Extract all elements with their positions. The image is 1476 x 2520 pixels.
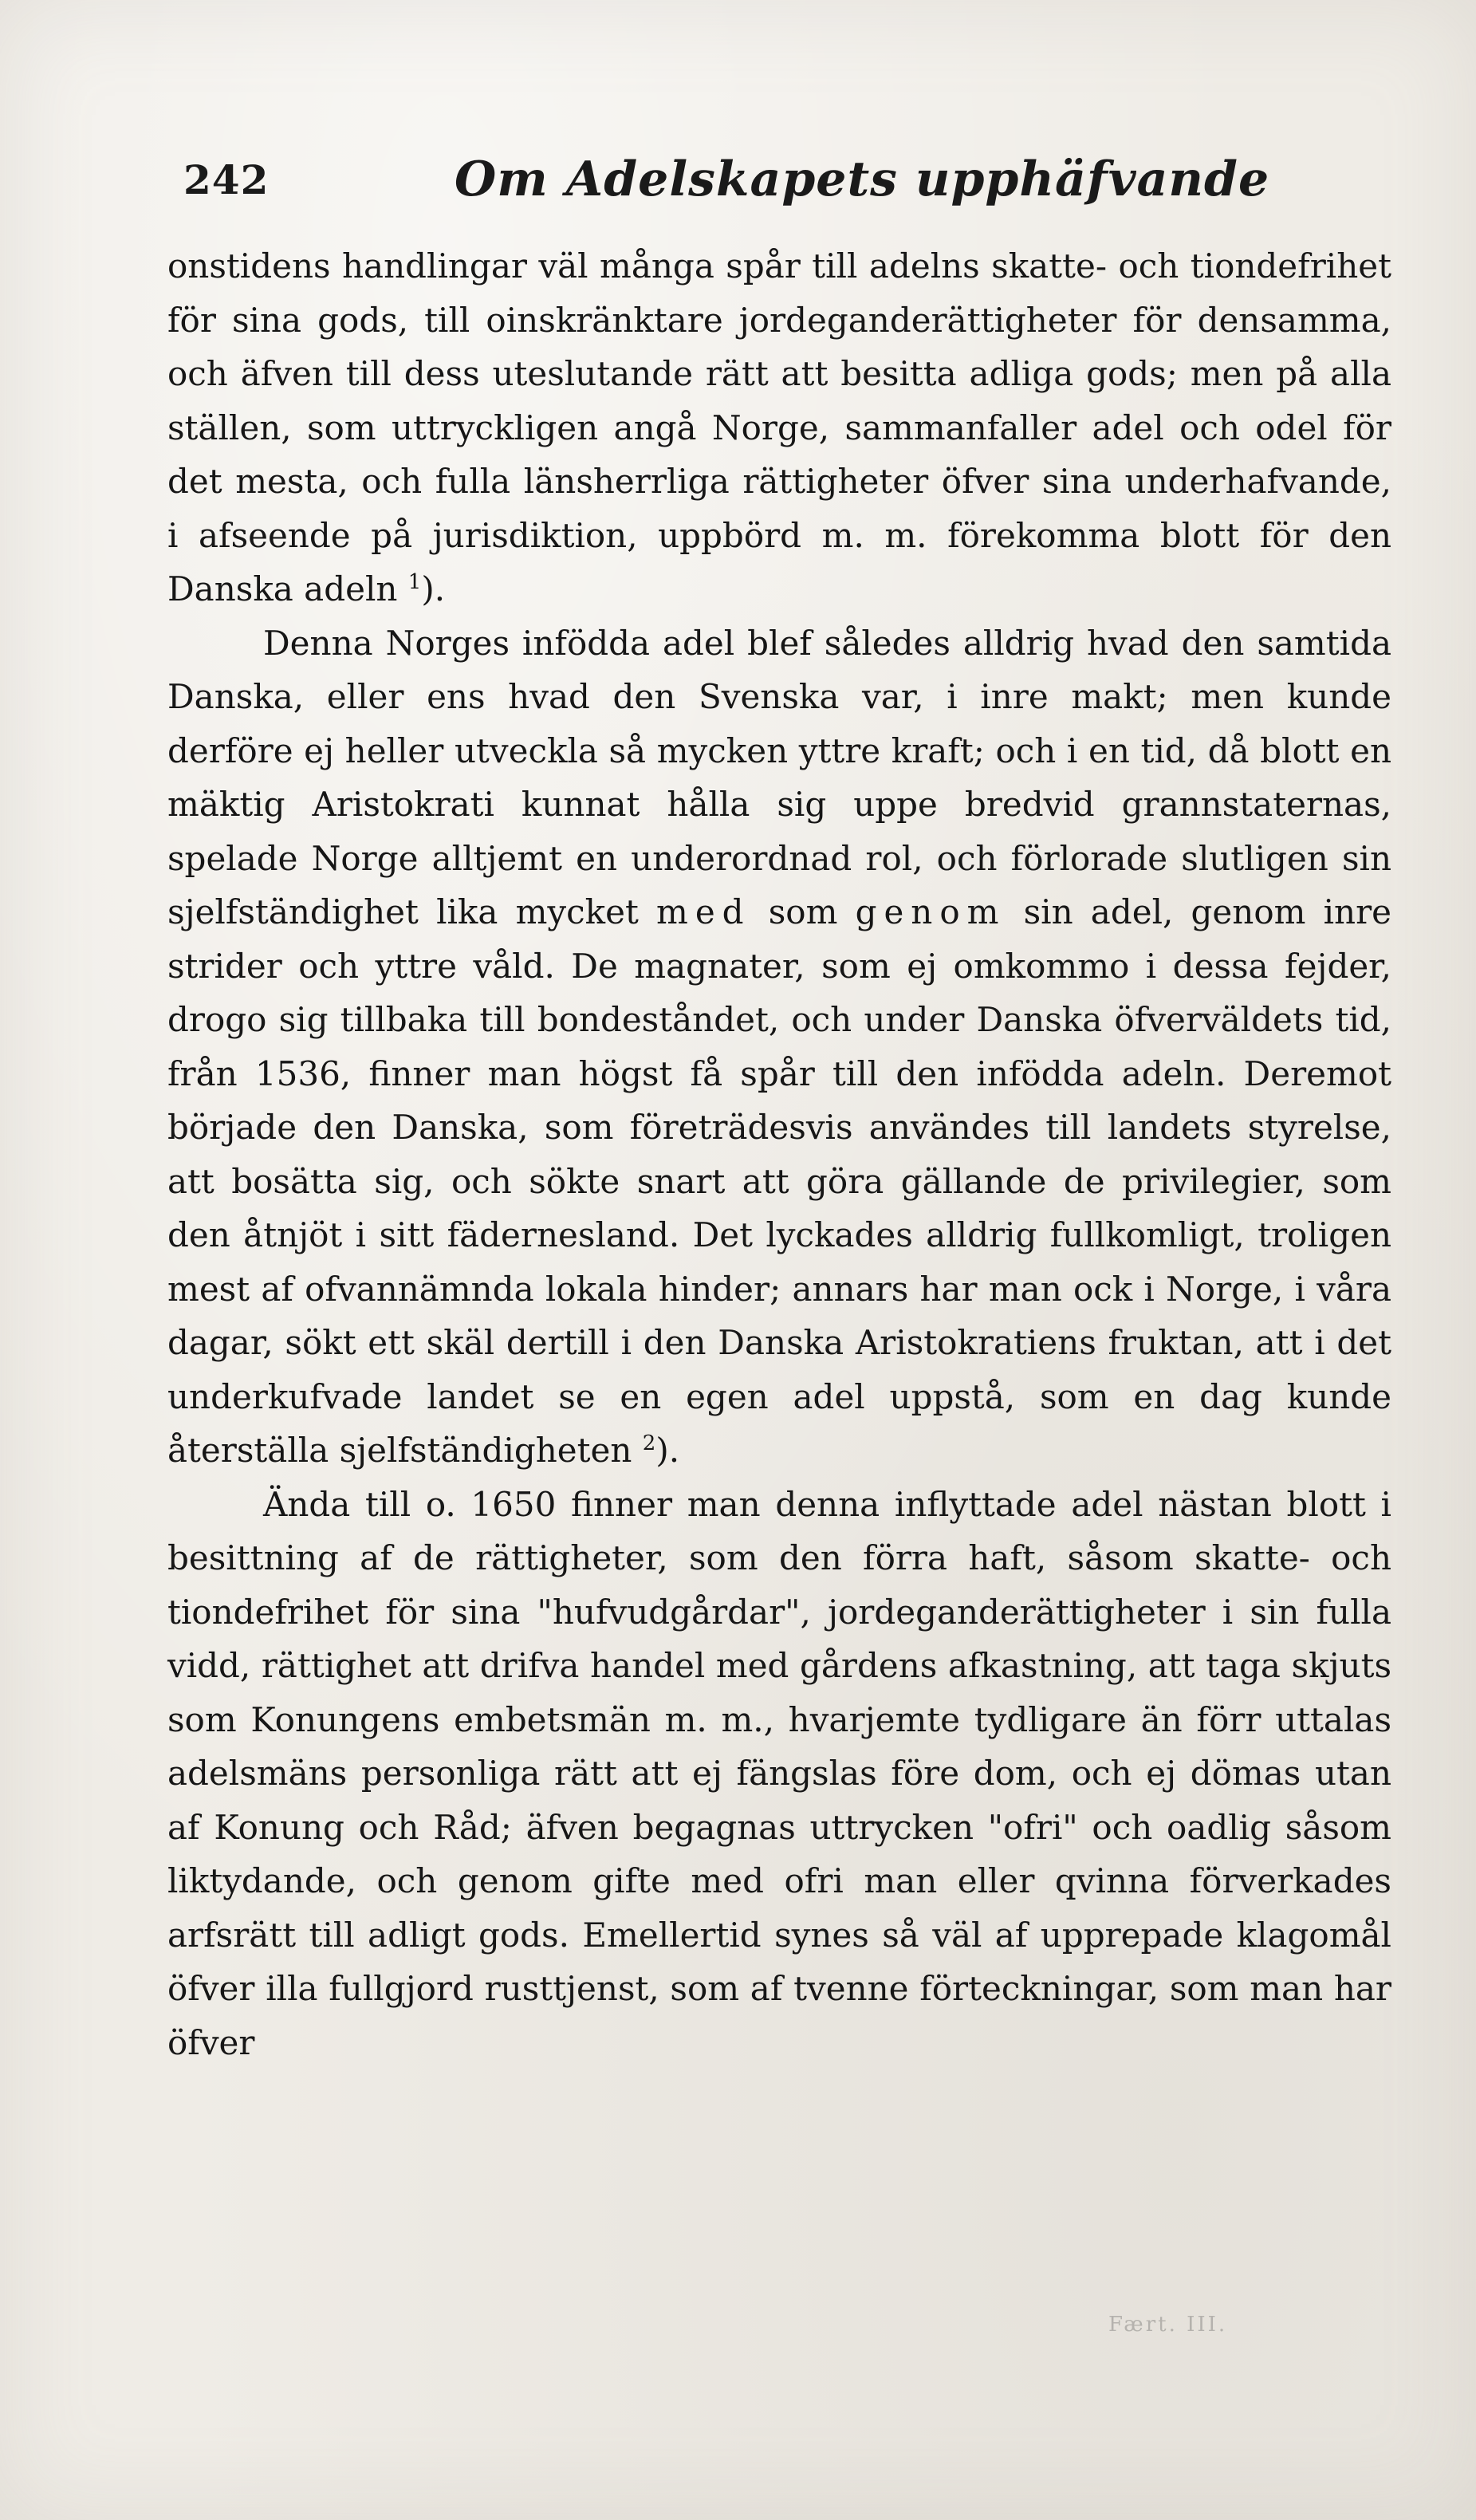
spaced-emphasis: genom bbox=[855, 892, 1006, 931]
paragraph bbox=[167, 239, 1391, 616]
text-segment: som bbox=[750, 892, 856, 931]
body-text bbox=[167, 239, 1391, 2069]
text-segment: onstidens handlingar väl många spår till adelns skatte- och tiondefrihet för sina gods, till oinskränktare jordeganderättigheter för densamma, och äfven till dess uteslutande rätt att besitta adliga gods; men på alla ställen, som uttryckligen angå Norge, sammanfaller adel och odel för det mesta, och fulla länsherrliga rättigheter öfver sina underhafvande, i afseende på jurisdiktion, uppbörd m. m. förekomma blott för den Danska adeln bbox=[167, 246, 1391, 608]
page-number: 242 bbox=[183, 156, 270, 203]
footnote-marker: 1 bbox=[407, 570, 422, 594]
text-segment: Denna Norges infödda adel blef således alldrig hvad den samtida Danska, eller ens hvad den Svenska var, i inre makt; men kunde derföre ej heller utveckla så mycken yttre kraft; och i en tid, då blott en mäktig Aristokrati kunnat hålla sig uppe bredvid grannstaternas, spelade Norge alltjemt en underordnad rol, och förlorade slutligen sin sjelfständighet lika mycket bbox=[167, 623, 1391, 931]
page-header bbox=[183, 152, 1284, 215]
spaced-emphasis: med bbox=[656, 892, 751, 931]
text-segment: ). bbox=[421, 569, 446, 608]
text-segment: sin adel, genom inre strider och yttre våld. De magnater, som ej omkommo i dessa fejder, drogo sig tillbaka till bondeståndet, och under Danska öfverväldets tid, från 1536, finner man högst få spår till den infödda adeln. Deremot började den Danska, som företrädesvis användes till landets styrelse, att bosätta sig, och sökte snart att göra gällande de privilegier, som den åtnjöt i sitt fädernesland. Det lyckades alldrig fullkomligt, troligen mest af ofvannämnda lokala hinder; annars har man ock i Norge, i våra dagar, sökt ett skäl dertill i den Danska Aristokratiens fruktan, att i det underkufvade landet se en egen adel uppstå, som en dag kunde återställa sjelfständigheten bbox=[167, 892, 1391, 1470]
text-segment: Ända till o. 1650 finner man denna inflyttade adel nästan blott i besittning af de rättigheter, som den förra haft, såsom skatte- och tiondefrihet för sina "hufvudgårdar", jordeganderättigheter i sin fulla vidd, rättighet att drifva handel med gårdens afkastning, att taga skjuts som Konungens embetsmän m. m., hvarjemte tydligare än förr uttalas adelsmäns personliga rätt att ej fängslas före dom, och ej dömas utan af Konung och Råd; äfven begagnas uttrycken "ofri" och oadlig såsom liktydande, och genom gifte med ofri man eller qvinna förverkades arfsrätt till adligt gods. Emellertid synes så väl af upprepade klagomål öfver illa fullgjord rusttjenst, som af tvenne förteckningar, som man har öfver bbox=[167, 1484, 1391, 2062]
paragraph bbox=[167, 616, 1391, 1478]
text-segment: ). bbox=[655, 1431, 680, 1470]
footnote-marker: 2 bbox=[642, 1431, 656, 1455]
faint-signature-mark: Fært. III. bbox=[1108, 2313, 1228, 2337]
paragraph bbox=[167, 1478, 1391, 2070]
running-title: Om Adelskapets upphäfvande bbox=[455, 152, 1270, 207]
